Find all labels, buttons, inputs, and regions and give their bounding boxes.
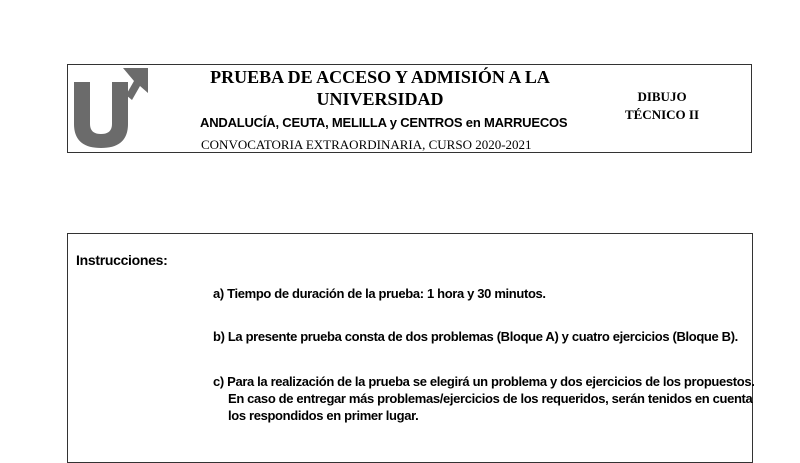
instruction-b: b) La presente prueba consta de dos problemas (Bloque A) y cuatro ejercicios (Bloque B). — [213, 329, 738, 344]
subject-line-2: TÉCNICO II — [624, 107, 700, 122]
instruction-c — [213, 373, 754, 424]
instruction-c-line-1: c) Para la realización de la prueba se elegirá un problema y dos ejercicios de los propuestos. — [213, 374, 755, 389]
instruction-c-line-3: los respondidos en primer lugar. — [228, 408, 419, 423]
subject-line-1: DIBUJO — [637, 89, 687, 104]
title-block — [170, 66, 590, 110]
title-line-2: UNIVERSIDAD — [316, 89, 444, 109]
convocatoria: CONVOCATORIA EXTRAORDINARIA, CURSO 2020-2021 — [201, 137, 532, 152]
university-logo — [74, 68, 152, 148]
title-line-1: PRUEBA DE ACCESO Y ADMISIÓN A LA — [210, 67, 550, 87]
instruction-a: a) Tiempo de duración de la prueba: 1 hora y 30 minutos. — [213, 286, 546, 301]
subtitle: ANDALUCÍA, CEUTA, MELILLA y CENTROS en MARRUECOS — [200, 115, 568, 130]
instruction-c-line-2: En caso de entregar más problemas/ejercicios de los requeridos, serán tenidos en cuenta — [228, 391, 753, 406]
instructions-box — [67, 233, 753, 463]
subject-name — [612, 88, 712, 124]
instructions-title: Instrucciones: — [76, 252, 168, 268]
